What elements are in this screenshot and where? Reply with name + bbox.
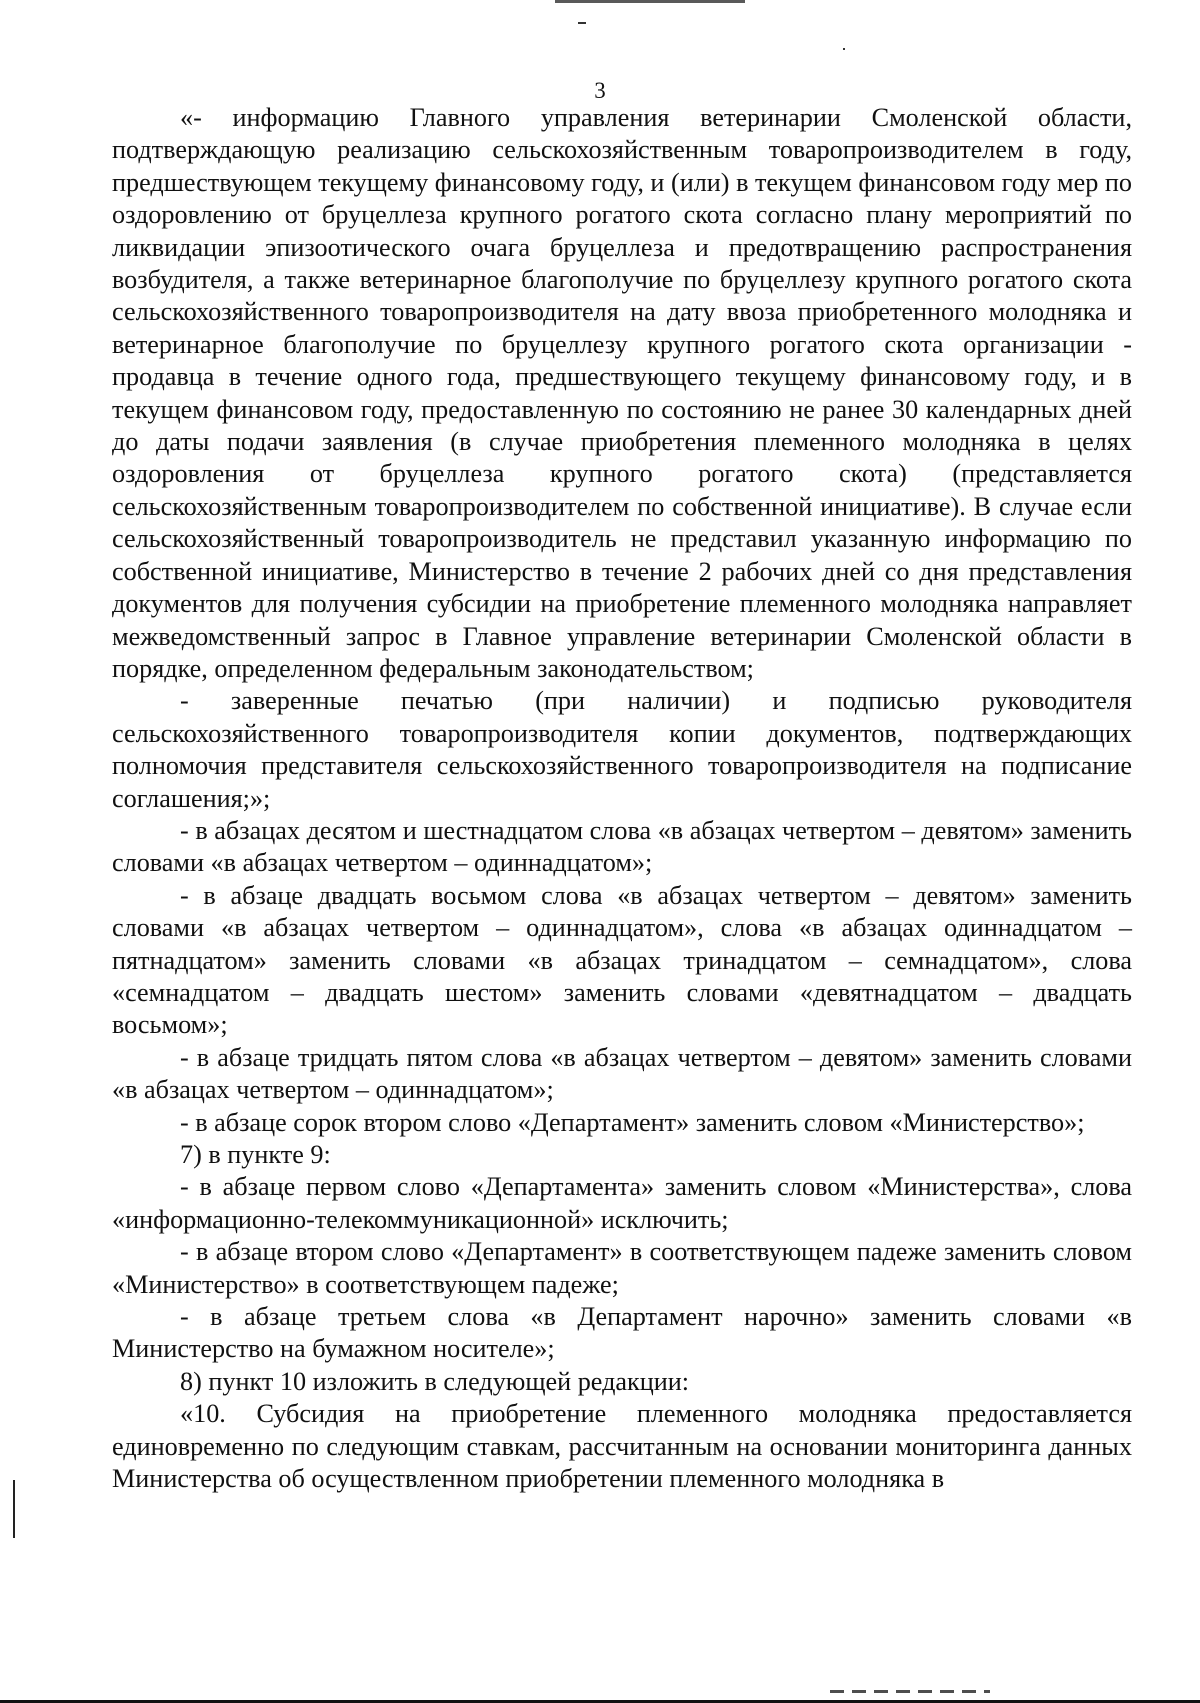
paragraph-item-7-heading: 7) в пункте 9: <box>180 1140 331 1169</box>
document-body <box>112 102 1132 1495</box>
scan-artifact-top <box>555 0 745 3</box>
paragraph-amend-twenty-eighth: - в абзаце двадцать восьмом слова «в абзацах четвертом – девятом» заменить словами «в абзацах четвертом – одиннадцатом», слова «в абзацах одиннадцатом – пятнадцатом» заменить словами «в абзацах тринадцатом – семнадцатом», слова «семнадцатом – двадцать шестом» заменить словами «девятнадцатом – двадцать восьмом»; <box>112 880 1132 1040</box>
paragraph-item-9-first: - в абзаце первом слово «Департамента» заменить словом «Министерства», слова «информационно-телекоммуникационной» исключить; <box>112 1172 1132 1234</box>
paragraph-amend-tenth-sixteenth: - в абзацах десятом и шестнадцатом слова «в абзацах четвертом – девятом» заменить словами «в абзацах четвертом – одиннадцатом»; <box>112 815 1132 878</box>
scan-artifact-dot <box>843 48 845 50</box>
paragraph-item-10-text: «10. Субсидия на приобретение племенного молодняка предоставляется единовременно по следующим ставкам, рассчитанным на основании мониторинга данных Министерства об осуществленном приобретении племенного молодняка в <box>112 1399 1132 1494</box>
paragraph-amend-forty-second: - в абзаце сорок втором слово «Департамент» заменить словом «Министерство»; <box>180 1107 1085 1137</box>
scan-artifact-left-bar <box>13 1480 15 1538</box>
paragraph-item-8-heading: 8) пункт 10 изложить в следующей редакции: <box>180 1366 690 1396</box>
paragraph-item-9-third: - в абзаце третьем слова «в Департамент нарочно» заменить словами «в Министерство на бумажном носителе»; <box>112 1302 1132 1364</box>
scan-artifact-bottom-marks <box>830 1690 990 1693</box>
paragraph-item-9-second: - в абзаце втором слово «Департамент» в соответствующем падеже заменить словом «Министерство» в соответствующем падеже; <box>112 1237 1132 1299</box>
paragraph-certified-copies: - заверенные печатью (при наличии) и подписью руководителя сельскохозяйственного товаропроизводителя копии документов, подтверждающих полномочия представителя сельскохозяйственного товаропроизводителя на подписание соглашения;»; <box>112 686 1132 813</box>
scan-artifact-dash <box>578 22 586 24</box>
paragraph-veterinary-information: «- информацию Главного управления ветеринарии Смоленской области, подтверждающую реализацию сельскохозяйственным товаропроизводителем в году, предшествующем текущему финансовому году, и (или) в текущем финансовом году мер по оздоровлению от бруцеллеза крупного рогатого скота согласно плану мероприятий по ликвидации эпизоотического очага бруцеллеза и предотвращению распространения возбудителя, а также ветеринарное благополучие по бруцеллезу крупного рогатого скота сельскохозяйственного товаропроизводителя на дату ввоза приобретенного молодняка и ветеринарное благополучие по бруцеллезу крупного рогатого скота организации - продавца в течение одного года, предшествующего текущему финансовому году, и в текущем финансовом году, предоставленную по состоянию не ранее 30 календарных дней до даты подачи заявления (в случае приобретения племенного молодняка в целях оздоровления от бруцеллеза крупного рогатого скота) (представляется сельскохозяйственным товаропроизводителем по собственной инициативе). В случае если сельскохозяйственный товаропроизводитель не представил указанную информацию по собственной инициативе, Министерство в течение 2 рабочих дней со дня представления документов для получения субсидии на приобретение племенного молодняка направляет межведомственный запрос в Главное управление ветеринарии Смоленской области в порядке, определенном федеральным законодательством; <box>112 103 1132 683</box>
paragraph-amend-thirty-fifth: - в абзаце тридцать пятом слова «в абзацах четвертом – девятом» заменить словами «в абзацах четвертом – одиннадцатом»; <box>112 1042 1132 1105</box>
page-number: 3 <box>594 78 606 103</box>
